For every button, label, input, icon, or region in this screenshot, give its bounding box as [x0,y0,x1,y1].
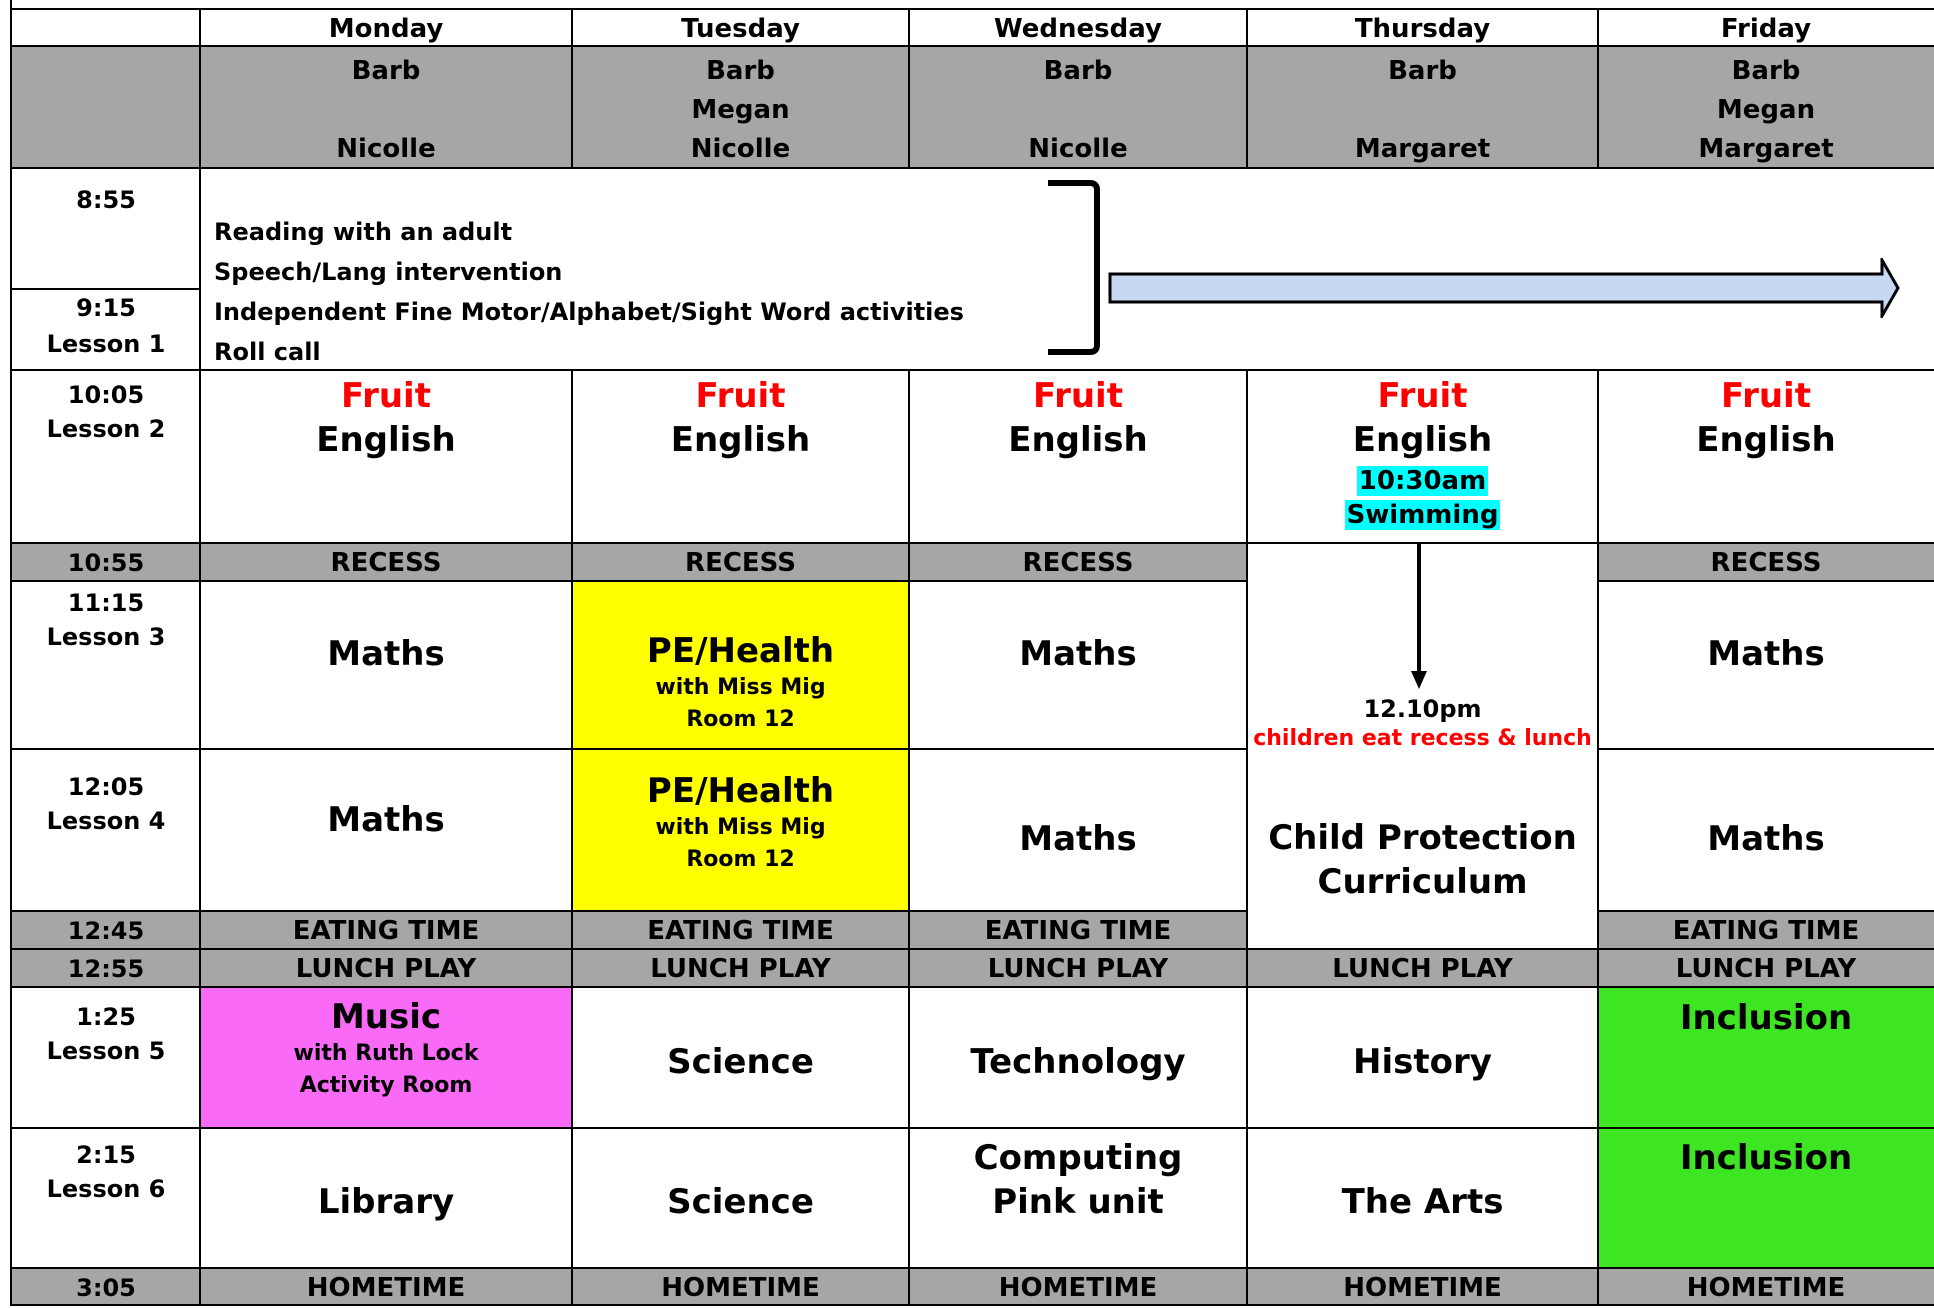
home-thursday: HOMETIME [1343,1273,1502,1303]
lesson6-monday: Library [317,1182,455,1222]
lunch-friday: LUNCH PLAY [1675,954,1857,984]
staff-thursday: Barb Margaret [1354,56,1491,164]
lesson6-wednesday: Computing Pink unit [973,1138,1183,1222]
swimming-note: 10:30am Swimming [1346,466,1499,530]
lesson4-monday: Maths [327,800,445,840]
eating-friday: EATING TIME [1672,916,1860,946]
staff-wednesday: Barb Nicolle [1028,56,1128,164]
time-1055: 10:55 [67,549,145,577]
eating-wednesday: EATING TIME [984,916,1172,946]
lesson6-thursday: The Arts [1341,1182,1504,1222]
day-friday: Friday [1720,14,1812,44]
lesson3-friday: Maths [1707,634,1825,674]
lesson3-monday: Maths [327,634,445,674]
time-1245: 12:45 [67,917,145,945]
recess-friday: RECESS [1710,548,1822,578]
lunch-wednesday: LUNCH PLAY [987,954,1169,984]
day-thursday: Thursday [1354,14,1491,44]
lunch-thursday: LUNCH PLAY [1332,954,1513,984]
time-125: 1:25 Lesson 5 [46,1003,166,1065]
home-monday: HOMETIME [306,1273,466,1303]
eating-tuesday: EATING TIME [647,916,834,946]
time-915: 9:15 Lesson 1 [46,294,166,358]
recess-tuesday: RECESS [685,548,796,578]
lesson5-monday: Music with Ruth Lock Activity Room [293,997,479,1098]
thursday-down-arrow [1404,543,1434,693]
lesson6-friday: Inclusion [1679,1138,1853,1178]
home-friday: HOMETIME [1686,1273,1846,1303]
lesson5-wednesday: Technology [970,1042,1186,1082]
lesson2-friday: Fruit English [1696,376,1836,460]
staff-monday: Barb Nicolle [336,56,436,164]
home-tuesday: HOMETIME [661,1273,820,1303]
lesson4-wednesday: Maths [1019,819,1137,859]
time-1205: 12:05 Lesson 4 [46,773,166,835]
lesson2-wednesday: Fruit English [1008,376,1148,460]
recess-monday: RECESS [330,548,442,578]
time-305: 3:05 [76,1274,136,1302]
recess-wednesday: RECESS [1022,548,1134,578]
lesson5-thursday: History [1353,1042,1492,1082]
lesson3-tuesday: PE/Health with Miss Mig Room 12 [646,631,835,732]
lesson2-monday: Fruit English [316,376,456,460]
lesson5-tuesday: Science [667,1042,814,1082]
day-wednesday: Wednesday [994,14,1162,44]
time-855: 8:55 [76,186,136,214]
lesson2-thursday: Fruit English [1352,376,1493,460]
home-wednesday: HOMETIME [998,1273,1158,1303]
lesson4-thursday: Child Protection Curriculum [1268,818,1577,902]
time-215: 2:15 Lesson 6 [46,1141,166,1203]
lesson4-friday: Maths [1707,819,1825,859]
lesson6-tuesday: Science [667,1182,814,1222]
time-1115: 11:15 Lesson 3 [46,589,166,651]
day-monday: Monday [328,14,444,44]
time-1255: 12:55 [67,955,145,983]
lesson2-tuesday: Fruit English [670,376,811,460]
staff-tuesday: Barb Megan Nicolle [690,56,791,164]
lesson3-thursday: 12.10pm children eat recess & lunch [1253,695,1592,751]
lesson3-wednesday: Maths [1019,634,1137,674]
time-1005: 10:05 Lesson 2 [46,381,166,443]
eating-monday: EATING TIME [292,916,480,946]
lunch-tuesday: LUNCH PLAY [650,954,831,984]
day-tuesday: Tuesday [681,14,800,44]
lesson5-friday: Inclusion [1679,998,1853,1038]
lesson4-tuesday: PE/Health with Miss Mig Room 12 [646,771,835,872]
lunch-monday: LUNCH PLAY [295,954,477,984]
morning-activities: Reading with an adult Speech/Lang intervention Independent Fine Motor/Alphabet/Sight Word activities Roll call [214,218,964,366]
staff-friday: Barb Megan Margaret [1698,56,1834,164]
